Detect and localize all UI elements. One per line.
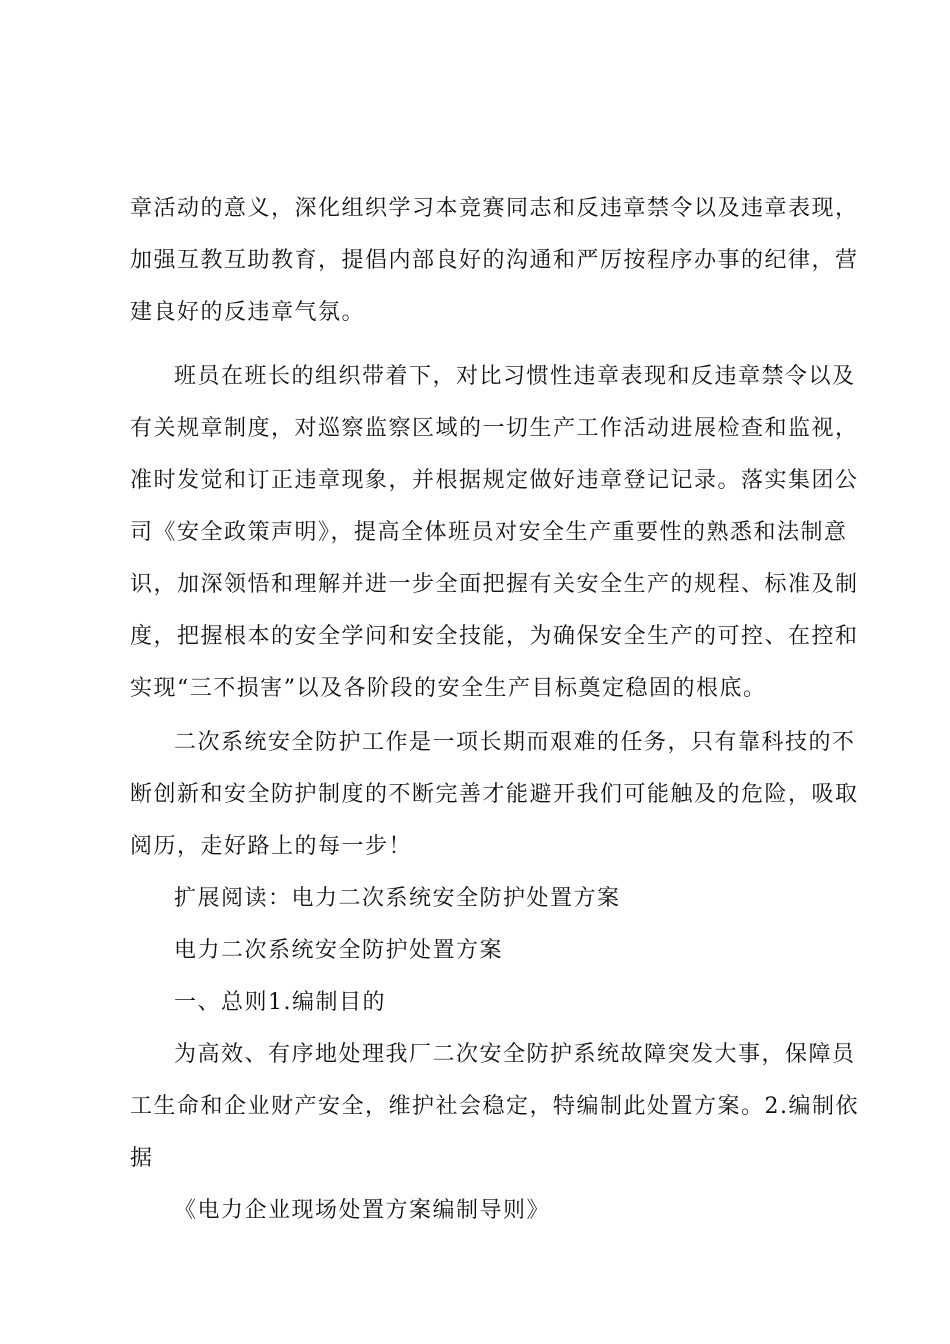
section-heading: 一、总则1.编制目的: [174, 990, 386, 1015]
extended-reading: 扩展阅读：电力二次系统安全防护处置方案: [174, 886, 621, 911]
paragraph-line: 建良好的反违章气氛。: [130, 300, 366, 325]
paragraph-line: 章活动的意义，深化组织学习本竞赛同志和反违章禁令以及违章表现，: [130, 196, 859, 221]
paragraph-3: [130, 717, 859, 873]
paragraph-line: 据: [130, 1146, 154, 1171]
paragraph-line: 识，加深领悟和理解并进一步全面把握有关安全生产的规程、标准及制: [130, 572, 859, 597]
paragraph-line: 班员在班长的组织带着下，对比习惯性违章表现和反违章禁令以及: [174, 364, 856, 389]
paragraph-line: 司《安全政策声明》，提高全体班员对安全生产重要性的熟悉和法制意: [130, 520, 848, 545]
reference-title: 《电力企业现场处置方案编制导则》: [174, 1198, 551, 1223]
doc-title: 电力二次系统安全防护处置方案: [174, 938, 504, 963]
paragraph-line: 断创新和安全防护制度的不断完善才能避开我们可能触及的危险，吸取: [130, 782, 859, 807]
paragraph-line: 准时发觉和订正违章现象，并根据规定做好违章登记记录。落实集团公: [130, 468, 859, 493]
paragraph-line: 度，把握根本的安全学问和安全技能，为确保安全生产的可控、在控和: [130, 624, 859, 649]
document-body: [130, 183, 859, 1237]
paragraph-line: 有关规章制度，对巡察监察区域的一切生产工作活动进展检查和监视，: [130, 416, 859, 441]
paragraph-line: 阅历，走好路上的每一步！: [130, 834, 413, 859]
paragraph-line: 实现“三不损害”以及各阶段的安全生产目标奠定稳固的根底。: [130, 676, 767, 701]
paragraph-1: [130, 183, 859, 339]
paragraph-spacer: [130, 339, 830, 351]
paragraph-2: [130, 351, 859, 715]
paragraph-line: 二次系统安全防护工作是一项长期而艰难的任务，只有靠科技的不: [174, 730, 856, 755]
paragraph-line: 工生命和企业财产安全，维护社会稳定，特编制此处置方案。2.编制依: [130, 1094, 859, 1119]
paragraph-line: 加强互教互助教育，提倡内部良好的沟通和严厉按程序办事的纪律，营: [130, 248, 859, 273]
paragraph-line: 为高效、有序地处理我厂二次安全防护系统故障突发大事，保障员: [174, 1042, 856, 1067]
purpose-paragraph: [130, 1029, 859, 1185]
